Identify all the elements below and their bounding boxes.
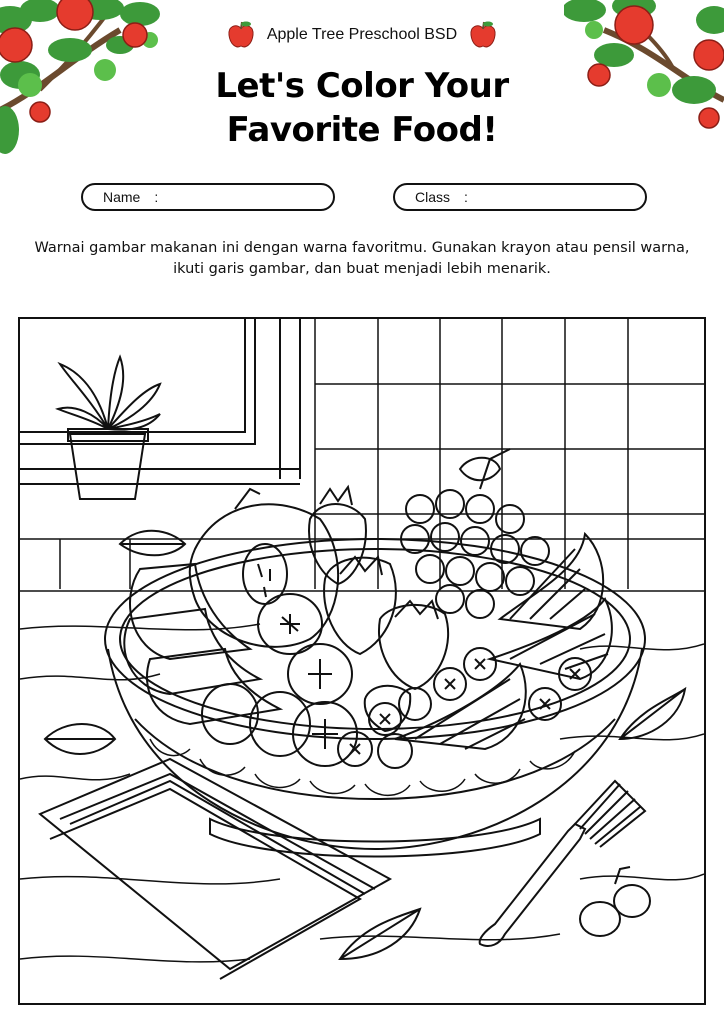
apple-icon: [469, 20, 497, 50]
potted-plant: [58, 357, 160, 499]
name-label: Name: [103, 189, 141, 205]
leaf: [340, 909, 420, 959]
table-wood: [20, 591, 704, 962]
napkin: [40, 759, 390, 979]
instructions-text: Warnai gambar makanan ini dengan warna favoritmu. Gunakan krayon atau pensil warna, ikuti garis gambar, dan buat menjadi lebih menarik.: [34, 240, 690, 277]
fruit-bowl: [105, 539, 645, 857]
name-field[interactable]: [81, 183, 335, 211]
class-separator: :: [464, 189, 468, 205]
apple-icon: [227, 20, 255, 50]
page-title-line1: Let's Color Your: [215, 66, 509, 106]
grapes: [401, 449, 549, 618]
school-name: Apple Tree Preschool BSD: [266, 26, 458, 43]
name-separator: :: [154, 189, 159, 205]
class-field[interactable]: [393, 183, 647, 211]
leaf: [45, 724, 115, 754]
page-title: [0, 64, 724, 152]
apple-slices: [124, 564, 280, 724]
window-frame: [20, 319, 255, 444]
school-header: [0, 20, 724, 50]
page-title-line2: Favorite Food!: [226, 110, 498, 150]
coloring-artwork: [18, 317, 706, 1005]
apple-half: [190, 489, 338, 647]
class-label: Class: [415, 189, 451, 205]
banana-slices: [202, 594, 357, 766]
